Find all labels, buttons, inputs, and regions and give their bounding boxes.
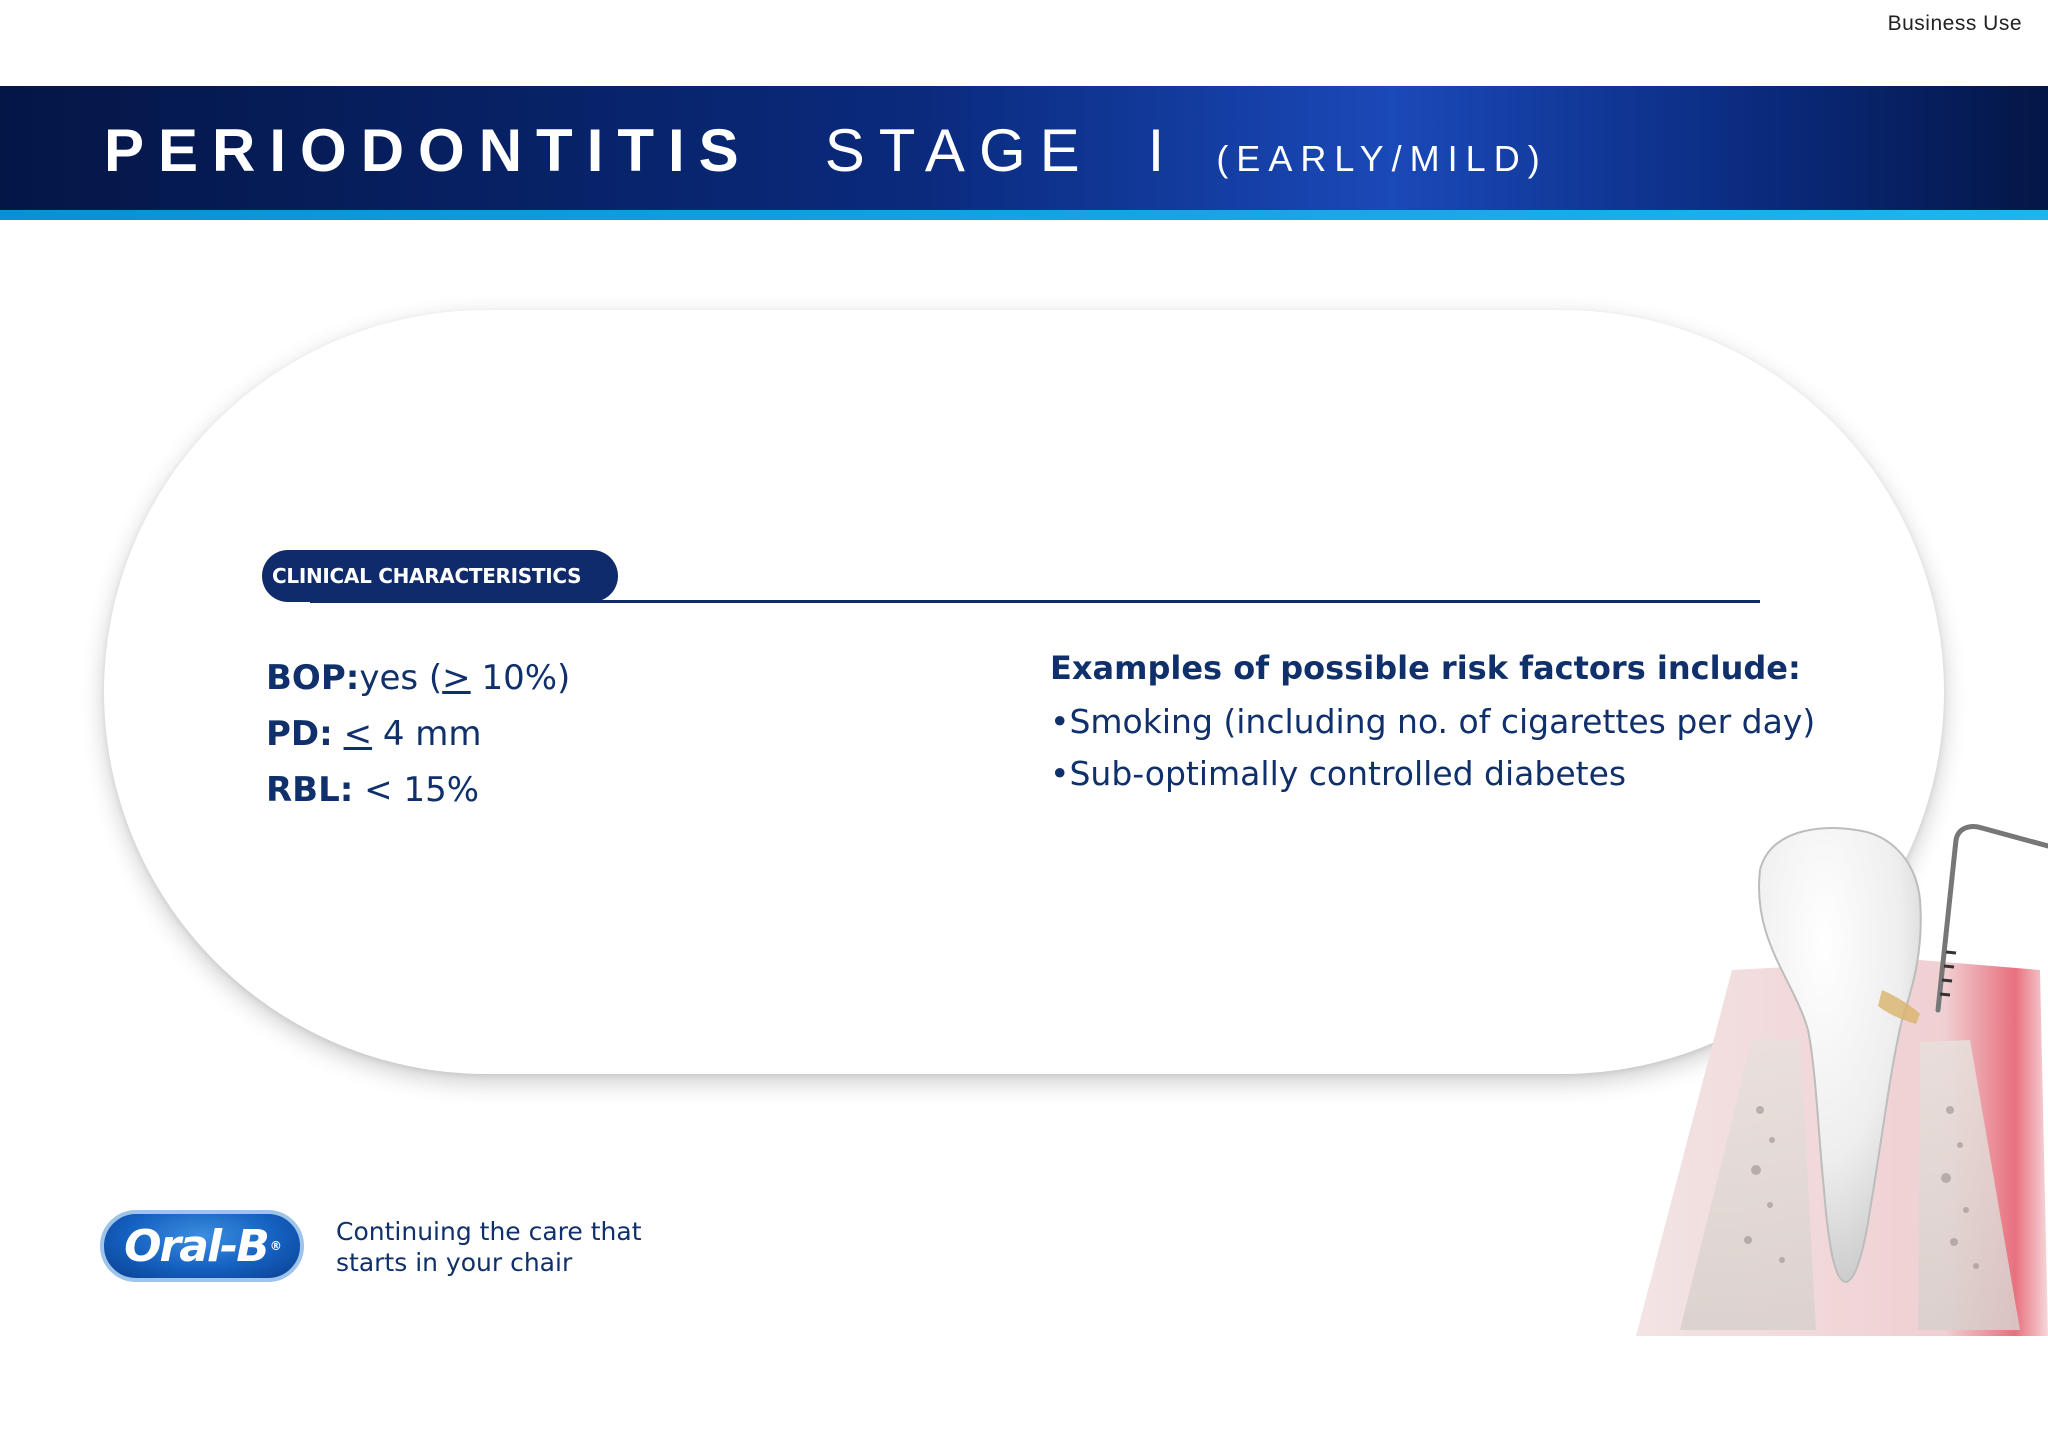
risk-factor-item: •Sub-optimally controlled diabetes <box>1050 754 1627 793</box>
characteristic-symbol: < <box>343 714 373 754</box>
section-tab-label: CLINICAL CHARACTERISTICS <box>272 564 582 588</box>
title-stage: STAGE <box>824 117 1094 184</box>
risk-factors <box>1050 640 1815 800</box>
brand-tagline <box>336 1216 642 1278</box>
section-tab-clinical-characteristics <box>262 550 618 602</box>
characteristics-list <box>266 650 570 818</box>
tagline-line-1: Continuing the care that <box>336 1217 642 1246</box>
title-stage-number: I <box>1147 117 1169 184</box>
characteristic-value: 10%) <box>470 658 571 698</box>
tooth-with-periodontal-probe-icon <box>1620 810 2048 1340</box>
characteristic-value: 4 mm <box>372 714 482 754</box>
tagline-line-2: starts in your chair <box>336 1248 573 1277</box>
page-title <box>104 116 1548 185</box>
characteristic-label: RBL: <box>266 770 354 810</box>
business-use-label: Business Use <box>1887 12 2022 35</box>
oral-b-logo <box>100 1210 304 1282</box>
section-divider <box>310 600 1760 603</box>
characteristic-text: yes ( <box>359 658 443 698</box>
title-main: PERIODONTITIS <box>104 117 753 184</box>
risk-factor-item: •Smoking (including no. of cigarettes per day) <box>1050 702 1816 741</box>
characteristic-text <box>333 714 344 754</box>
characteristic-label: BOP: <box>266 658 360 698</box>
characteristic-value: < 15% <box>353 770 480 810</box>
characteristic-rbl <box>266 762 570 818</box>
characteristic-symbol: > <box>442 658 471 698</box>
characteristic-pd <box>266 706 570 762</box>
characteristic-bop <box>266 650 570 706</box>
logo-text: Oral-B <box>124 1220 268 1272</box>
title-subtitle: (EARLY/MILD) <box>1216 138 1548 179</box>
characteristic-label: PD: <box>266 714 333 754</box>
logo-registered-mark: ® <box>269 1239 280 1253</box>
risk-factors-title: Examples of possible risk factors include: <box>1050 649 1801 687</box>
banner-accent-stripe <box>0 210 2048 220</box>
